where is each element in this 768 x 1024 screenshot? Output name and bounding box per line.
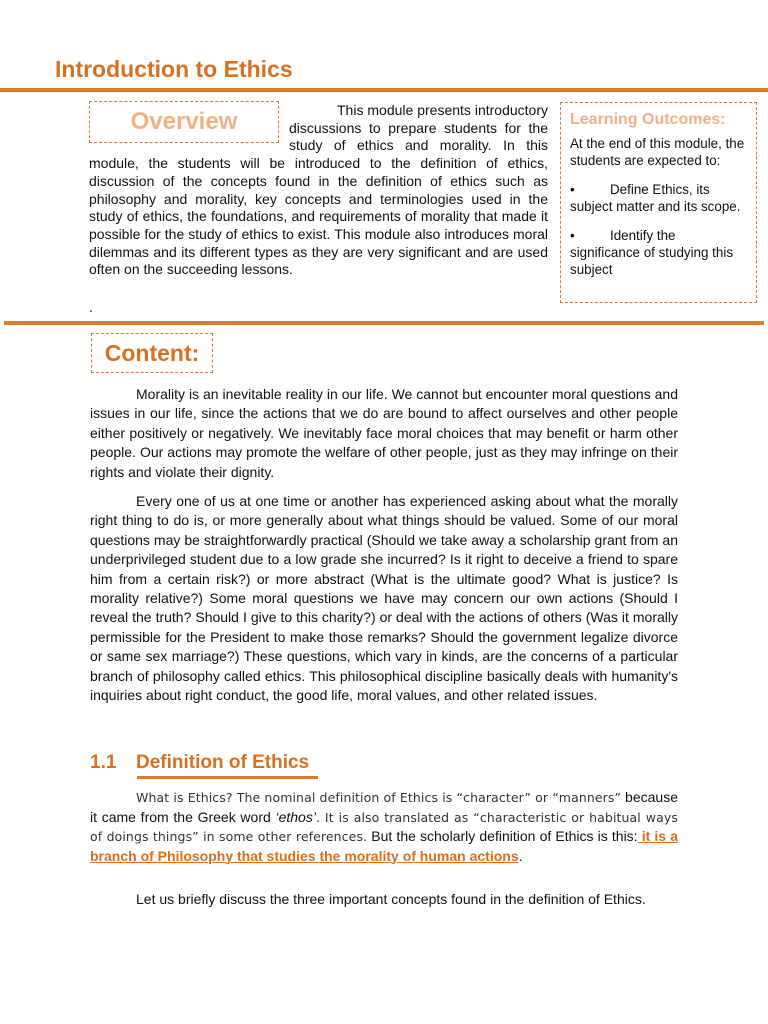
definition-text-b: because it came from the Greek word: [90, 789, 678, 825]
learning-outcome-text: Identify the significance of studying this subject: [570, 228, 734, 277]
content-heading: Content:: [104, 339, 200, 366]
learning-outcome-text: Define Ethics, its subject matter and its scope.: [570, 182, 741, 214]
overview-paragraph: [89, 102, 548, 279]
overview-text: This module presents introductory discussions to prepare students for the study of ethics and morality. In this module, the students will be introduced to the definition of ethics, discussion of the concepts found in the definition of ethics such as philosophy and morality, key concepts and terminologies used in the study of ethics, the foundations, and requirements of morality that made it possible for the study of ethics to exist. This module also introduces moral dilemmas and its different types as they are very significant and are used often on the succeeding lessons.: [89, 102, 548, 278]
page-title: Introduction to Ethics: [55, 56, 293, 82]
learning-outcomes-intro: At the end of this module, the students are expected to:: [570, 136, 745, 168]
content-paragraph-2: Every one of us at one time or another has experienced asking about what the morally right thing to do is, or more generally about what things should be valued. Some of our moral questions may be straightforwardly practical (Should we take away a scholarship grant from an underprivileged student due to a low grade she incurred? Is it right to deceive a friend to spare him from a certain risk?) or more abstract (What is the ultimate good? What is justice? Is morality relative?) Some moral questions we have may concern our own actions (Should I reveal the truth? Should I give to this charity?) or deal with the actions of others (Was it morally permissible for the President to make those remarks? Should the government legalize divorce or same sex marriage?) These questions, which vary in kinds, are the concerns of a particular branch of philosophy called ethics. This philosophical discipline basically deals with humanity's inquiries about right conduct, the good life, moral values, and other related issues.: [90, 493, 678, 704]
scholarly-definition: it is a branch of Philosophy that studies the morality of human actions: [90, 828, 678, 864]
definition-text-c: . It is also translated as “characteristic or habitual ways of doings things” in some other references.: [90, 809, 678, 844]
content-heading-box: [91, 333, 213, 373]
section-number: 1.1: [90, 752, 117, 773]
trailing-dot: .: [89, 299, 93, 315]
section-title: Definition of Ethics: [136, 752, 310, 773]
ethos-term: ‘ethos’: [275, 808, 316, 825]
learning-outcome-item: [570, 181, 747, 215]
learning-outcome-item: [570, 227, 747, 278]
learning-outcomes-box: [560, 102, 757, 303]
section-heading: [90, 752, 309, 774]
title-divider: [0, 88, 768, 92]
definition-text-d: But the scholarly definition of Ethics is this:: [367, 828, 638, 844]
learning-outcomes-heading: Learning Outcomes:: [570, 111, 726, 128]
content-paragraph-1: Morality is an inevitable reality in our life. We cannot but encounter moral questions and issues in our life, since the actions that we do are bound to affect ourselves and other people either positively or negatively. We inevitably face moral choices that may benefit or harm other people. Our actions may promote the welfare of other people, just as they may infringe on their rights and violate their dignity.: [90, 386, 678, 480]
overview-float-spacer: [89, 102, 289, 142]
definition-end: .: [518, 847, 523, 864]
section-divider: [4, 321, 764, 325]
closing-paragraph: Let us briefly discuss the three important concepts found in the definition of Ethics.: [136, 891, 646, 907]
section-heading-underline: [137, 776, 318, 779]
definition-text-a: What is Ethics? The nominal definition of Ethics is “character” or “manners”: [136, 790, 622, 805]
bullet: •: [570, 228, 575, 243]
bullet: •: [570, 182, 575, 197]
definition-paragraph: [90, 788, 678, 865]
overview-heading: Overview: [130, 108, 238, 135]
